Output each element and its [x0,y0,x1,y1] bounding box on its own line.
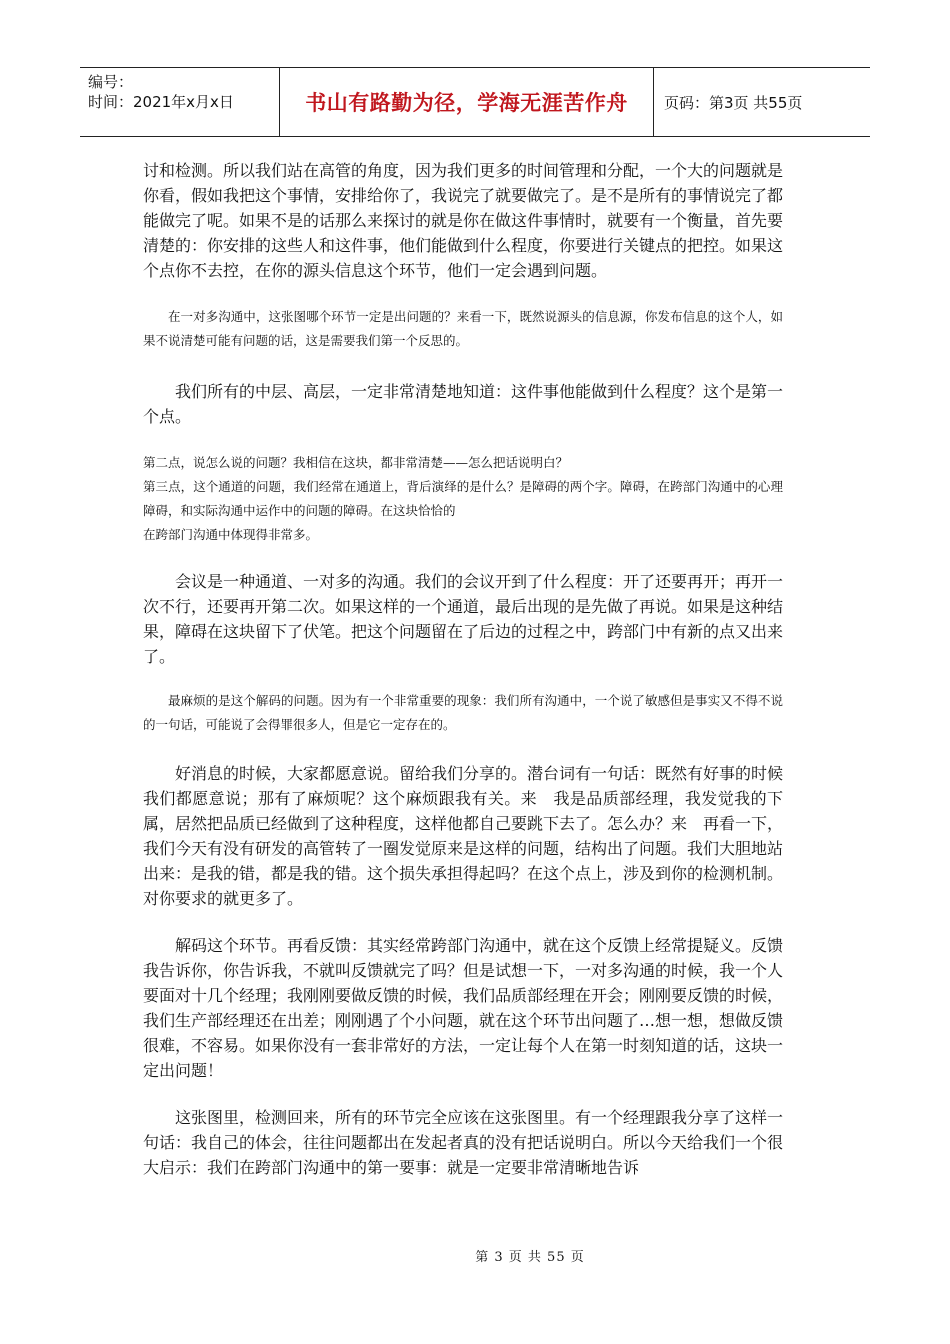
paragraph: 解码这个环节。再看反馈：其实经常跨部门沟通中，就在这个反馈上经常提疑义。反馈我告诉你，你告诉我，不就叫反馈就完了吗？但是试想一下，一对多沟通的时候，我一个人要面对十几个经理；我刚刚要做反馈的时候，我们品质部经理在开会；刚刚要反馈的时候，我们生产部经理还在出差；刚刚遇了个小问题，就在这个环节出问题了…想一想，想做反馈很难，不容易。如果你没有一套非常好的方法，一定让每个人在第一时刻知道的话，这块一定出问题！ [143,936,784,1080]
paragraph: 在跨部门沟通中体现得非常多。 [143,527,319,542]
paragraph: 我们所有的中层、高层，一定非常清楚地知道：这件事他能做到什么程度？这个是第一个点。 [143,382,784,426]
paragraph: 第二点，说怎么说的问题？我相信在这块，都非常清楚——怎么把话说明白？ [143,455,569,470]
page-footer [0,1246,950,1265]
code-label: 编号： [88,73,134,91]
header-slogan-cell [280,68,654,136]
footer-page-number: 第 3 页 共 55 页 [475,1250,585,1265]
paragraph: 好消息的时候，大家都愿意说。留给我们分享的。潜台词有一句话：既然有好事的时候我们都愿意说；那有了麻烦呢？这个麻烦跟我有关。来 我是品质部经理，我发觉我的下属，居然把品质已经做到了这种程度，这样他都自己要跳下去了。怎么办？来 再看一下，我们今天有没有研发的高管转了一圈发觉原来是这样的问题，结构出了问题。我们大胆地站出来：是我的错，都是我的错。这个损失承担得起吗？在这个点上，涉及到你的检测机制。对你要求的就更多了。 [143,764,784,908]
paragraph: 会议是一种通道、一对多的沟通。我们的会议开到了什么程度：开了还要再开；再开一次不行，还要再开第二次。如果这样的一个通道，最后出现的是先做了再说。如果是这种结果，障碍在这块留下了伏笔。把这个问题留在了后边的过程之中，跨部门中有新的点又出来了。 [143,572,784,666]
document-header [80,67,870,137]
time-label: 时间：2021年x月x日 [88,93,234,111]
header-slogan: 书山有路勤为径，学海无涯苦作舟 [305,91,628,115]
paragraph: 第三点，这个通道的问题，我们经常在通道上，背后演绎的是什么？是障碍的两个字。障碍，在跨部门沟通中的心理障碍，和实际沟通中运作中的问题的障碍。在这块恰恰的 [143,479,783,518]
paragraph: 在一对多沟通中，这张图哪个环节一定是出问题的？来看一下，既然说源头的信息源，你发布信息的这个人，如果不说清楚可能有问题的话，这是需要我们第一个反思的。 [143,309,783,348]
paragraph: 最麻烦的是这个解码的问题。因为有一个非常重要的现象：我们所有沟通中，一个说了敏感但是事实又不得不说的一句话，可能说了会得罪很多人，但是它一定存在的。 [143,693,783,732]
header-meta [80,68,280,136]
paragraph: 讨和检测。所以我们站在高管的角度，因为我们更多的时间管理和分配，一个大的问题就是你看，假如我把这个事情，安排给你了，我说完了就要做完了。是不是所有的事情说完了都能做完了呢。如果不是的话那么来探讨的就是你在做这件事情时，就要有一个衡量，首先要清楚的：你安排的这些人和这件事，他们能做到什么程度，你要进行关键点的把控。如果这个点你不去控，在你的源头信息这个环节，他们一定会遇到问题。 [143,161,784,280]
paragraph: 这张图里，检测回来，所有的环节完全应该在这张图里。有一个经理跟我分享了这样一句话：我自己的体会，往往问题都出在发起者真的没有把话说明白。所以今天给我们一个很大启示：我们在跨部门沟通中的第一要事：就是一定要非常清晰地告诉 [143,1108,784,1177]
header-page-info: 页码：第3页 共55页 [664,93,803,112]
document-body [143,158,783,1180]
